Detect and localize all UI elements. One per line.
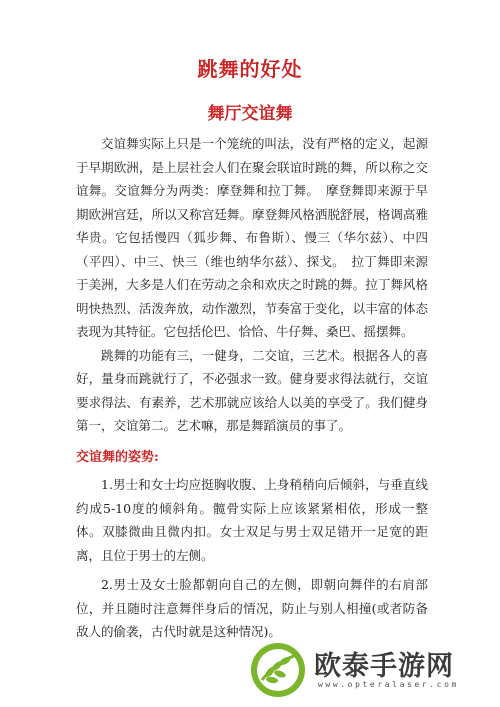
wheat-logo-icon bbox=[248, 640, 308, 700]
posture-item: 1.男士和女士均应挺胸收腹、上身稍稍向后倾斜，与垂直线约成5-10度的倾斜角。髋骨实际上应该紧紧相依，形成一整体。双膝微曲且微内扣。女士双足与男士双足错开一足宽的距离，且位于男士的左侧。 bbox=[76, 477, 428, 563]
paragraph-intro: 交谊舞实际上只是一个笼统的叫法，没有严格的定义，起源于早期欧洲，是上层社会人们在聚会联谊时跳的舞，所以称之交谊舞。交谊舞分为两类：摩登舞和拉丁舞。 摩登舞即来源于早期欧洲宫廷，所以又称宫廷舞。摩登舞风格洒脱舒展，格调高雅华贵。它包括慢四（狐步舞、布鲁斯）、慢三（华尔兹）、中四（平四）、中三、快三（维也纳华尔兹）、探戈。 拉丁舞即来源于美洲，大多是人们在劳动之余和欢庆之时跳的舞。拉丁舞风格明快热烈、活泼奔放，动作激烈，节奏富于变化，以丰富的体态表现为其特征。它包括伦巴、恰恰、牛仔舞、桑巴、摇摆舞。 bbox=[76, 136, 428, 339]
posture-list bbox=[76, 473, 428, 650]
watermark-brand: 欧泰手游网 bbox=[314, 651, 454, 682]
posture-item: 2.男士及女士脸都朝向自己的左侧，即朝向舞伴的右肩部位，并且随时注意舞伴身后的情况，防止与别人相撞(或者防备敌人的偷袭，古代时就是这种情况)。 bbox=[76, 577, 428, 639]
section-heading-posture: 交谊舞的姿势: bbox=[76, 450, 159, 465]
watermark-url: www.opteralaser.com bbox=[318, 680, 459, 689]
page-title: 跳舞的好处 bbox=[197, 57, 303, 81]
intro-body bbox=[76, 132, 428, 438]
page-subtitle: 舞厅交谊舞 bbox=[207, 104, 293, 124]
paragraph-functions: 跳舞的功能有三，一健身，二交谊，三艺术。根据各人的喜好，量身而跳就行了，不必强求一致。健身要求得法就行，交谊要求得法、有素养，艺术那就应该给人以美的享受了。我们健身第一，交谊第二。艺术嘛，那是舞蹈演员的事了。 bbox=[76, 347, 428, 433]
site-watermark bbox=[248, 638, 496, 704]
